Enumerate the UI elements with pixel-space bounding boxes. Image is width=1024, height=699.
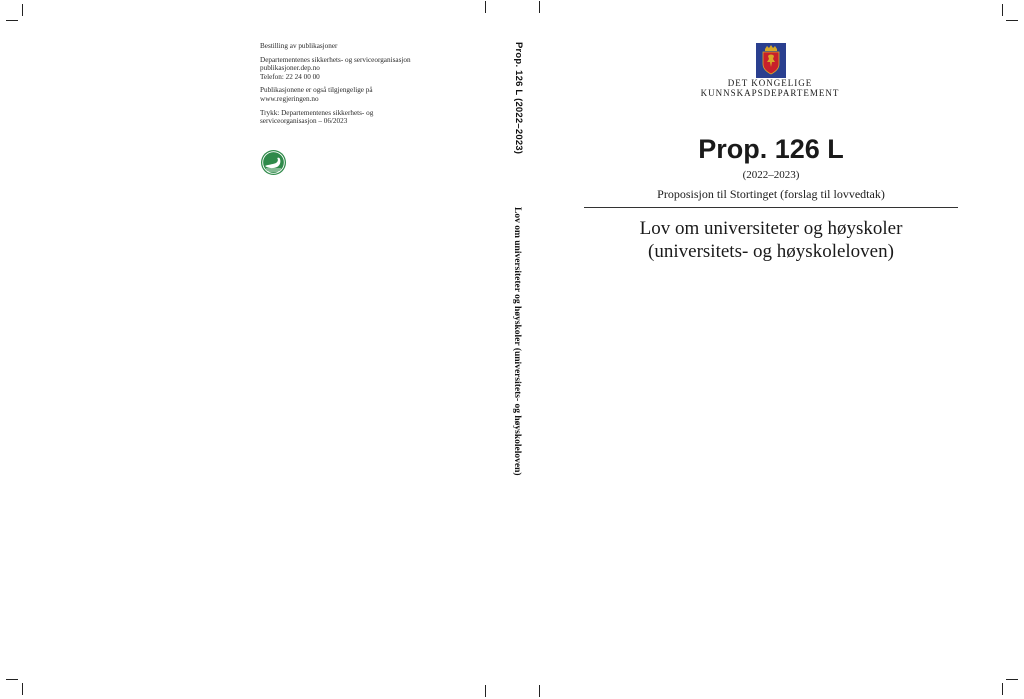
proposition-subtitle: Proposisjon til Stortinget (forslag til lovvedtak)	[657, 187, 885, 201]
back-cover-info	[260, 42, 460, 131]
session-years: (2022–2023)	[742, 169, 800, 181]
spine-title: Lov om universiteter og høyskoler (universitets- og høyskoleloven)	[512, 207, 522, 476]
crop-mark	[1002, 4, 1003, 16]
web-availability: Publikasjonene er også tilgjengelige på	[260, 86, 373, 95]
crop-mark	[22, 4, 23, 16]
crop-mark	[539, 685, 540, 697]
order-heading: Bestilling av publikasjoner	[260, 42, 338, 50]
crop-mark	[485, 1, 486, 13]
printer-line: Trykk: Departementenes sikkerhets- og	[260, 108, 374, 117]
document-title-line2: (universitets- og høyskoleloven)	[648, 241, 894, 262]
printer-date: serviceorganisasjon – 06/2023	[260, 117, 348, 126]
crop-mark	[6, 679, 18, 680]
crop-mark	[1002, 683, 1003, 695]
crop-mark	[539, 1, 540, 13]
department-name	[680, 79, 860, 98]
swan-ecolabel-icon	[260, 149, 287, 176]
crop-mark	[22, 683, 23, 695]
crop-mark	[1006, 679, 1018, 680]
org-line: Departementenes sikkerhets- og serviceorganisasjon	[260, 55, 411, 64]
department-line1: DET KONGELIGE	[727, 78, 813, 88]
document-title	[584, 217, 958, 263]
crop-mark	[6, 20, 18, 21]
royal-crest-icon	[756, 43, 786, 78]
web-address: www.regjeringen.no	[260, 94, 319, 103]
crop-mark	[485, 685, 486, 697]
proposition-number: Prop. 126 L	[698, 134, 844, 164]
order-phone: Telefon: 22 24 00 00	[260, 72, 320, 81]
document-title-line1: Lov om universiteter og høyskoler	[639, 218, 903, 239]
order-email: publikasjoner.dep.no	[260, 64, 320, 73]
crop-mark	[1006, 20, 1018, 21]
department-line2: KUNNSKAPSDEPARTEMENT	[700, 87, 840, 98]
spine-prop-number: Prop. 126 L (2022–2023)	[513, 42, 524, 155]
title-divider	[584, 207, 958, 208]
